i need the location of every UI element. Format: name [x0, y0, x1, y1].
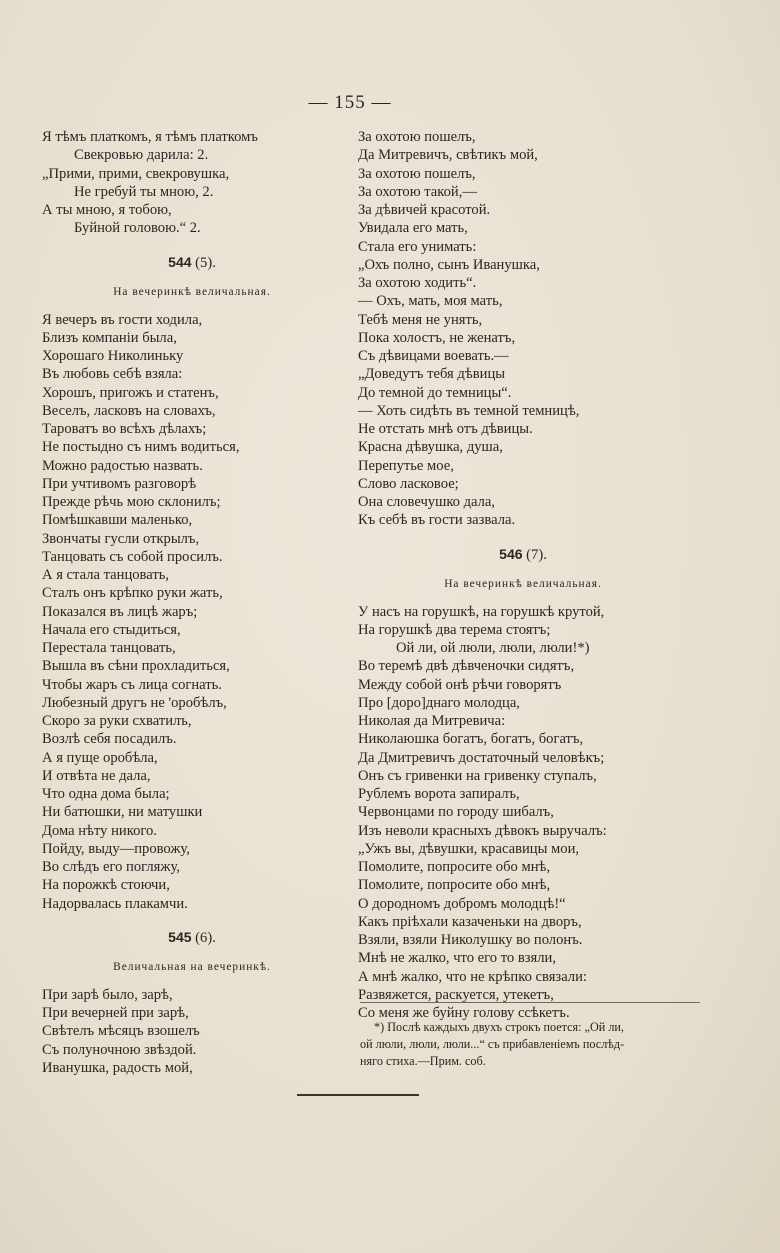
verse-line: Николаюшка богатъ, богатъ, богатъ,	[358, 731, 584, 748]
verse-line: А я стала танцовать,	[42, 567, 170, 583]
song-subtitle: На вечеринкѣ величальная.	[444, 577, 602, 590]
song-number: 544	[168, 253, 192, 270]
verse-line: За охотою ходить“.	[358, 275, 477, 291]
footnote-line: ой люли, люли, люли...“ съ прибавленіемъ послѣд-	[360, 1037, 625, 1051]
verse-line: Червонцами по городу шибалъ,	[358, 804, 554, 821]
verse-line: Хорошъ, пригожъ и статенъ,	[42, 384, 219, 401]
song-number-suffix: (5).	[195, 254, 216, 271]
verse-line: Ни батюшки, ни матушки	[42, 804, 203, 821]
verse-line: Показался въ лицѣ жаръ;	[42, 603, 198, 620]
song-subtitle: На вечеринкѣ величальная.	[113, 285, 271, 298]
left-column	[42, 128, 342, 1077]
verse-line: Буйной головою.“ 2.	[74, 220, 201, 237]
verse-line: Во теремѣ двѣ дѣвченочки сидятъ,	[358, 658, 575, 675]
verse-line: Между собой онѣ рѣчи говорятъ	[358, 676, 562, 693]
verse-line: Красна дѣвушка, душа,	[358, 439, 503, 456]
page-number: — 155 —	[308, 92, 392, 113]
verse-line: За охотою пошелъ,	[358, 165, 476, 182]
verse-line: „Охъ полно, сынъ Иванушка,	[358, 256, 540, 273]
song-number-545	[42, 927, 342, 948]
right-column	[358, 128, 688, 1022]
verse-line: Вышла въ сѣни прохладиться,	[42, 658, 230, 675]
verse-line: До темной до темницы“.	[358, 384, 512, 401]
verse-line: — Хоть сидѣть въ темной темницѣ,	[358, 402, 580, 419]
verse-line: Во слѣдъ его погляжу,	[42, 859, 180, 875]
verse-line: Къ себѣ въ гости зазвала.	[358, 512, 516, 529]
verse-line: Какъ пріѣхали казаченьки на дворъ,	[358, 913, 582, 930]
verse-line: Изъ неволи красныхъ дѣвокъ выручалъ:	[358, 822, 607, 839]
verse-line: Развяжется, раскуется, утекетъ,	[358, 986, 554, 1003]
end-rule-divider	[297, 1094, 419, 1096]
verse-line: Пойду, выду—провожу,	[42, 840, 190, 857]
verse-line: „Прими, прими, свекровушка,	[42, 165, 230, 182]
footnote	[360, 1002, 700, 1070]
verse-line: Да Дмитревичъ достаточный человѣкъ;	[358, 749, 605, 766]
song-number-546	[358, 544, 688, 565]
verse-line: Можно радостью назвать.	[42, 457, 203, 474]
verse-line: Перепутье мое,	[358, 457, 454, 474]
verse-line: Взяли, взяли Николушку во полонъ.	[358, 932, 583, 948]
verse-line: Не постыдно съ нимъ водиться,	[42, 439, 240, 456]
footnote-line: *) Послѣ каждыхъ двухъ строкъ поется: „Ой ли,	[374, 1020, 624, 1034]
verse-line: Перестала танцовать,	[42, 640, 176, 656]
verse-line: Про [доро]днаго молодца,	[358, 694, 520, 711]
verse-line: Хорошаго Николиньку	[42, 348, 184, 364]
verse-line: Съ дѣвицами воевать.—	[358, 348, 509, 364]
verse-line: Дома нѣту никого.	[42, 822, 157, 839]
song-subtitle: Величальная на вечеринкѣ.	[113, 960, 271, 973]
song-number-544	[42, 252, 342, 273]
verse-line: И отвѣта не дала,	[42, 767, 151, 784]
verse-line: Начала его стыдиться,	[42, 621, 181, 638]
verse-line: Ой ли, ой люли, люли, люли!*)	[396, 640, 590, 656]
verse-line: „Ужъ вы, дѣвушки, красавицы мои,	[358, 840, 580, 857]
verse-line: Она словечушко дала,	[358, 494, 496, 510]
intro-stanza	[42, 128, 342, 238]
verse-line: На порожкѣ стоючи,	[42, 877, 170, 894]
verse-line: Онъ съ гривенки на гривенку ступалъ,	[358, 767, 597, 784]
verse-line: — Охъ, мать, моя мать,	[358, 293, 503, 310]
verse-line: Танцовать съ собой просилъ.	[42, 548, 223, 565]
verse-line: Тебѣ меня не унять,	[358, 311, 483, 328]
verse-line: Надорвалась плакамчи.	[42, 895, 188, 912]
verse-line: Не отстать мнѣ отъ дѣвицы.	[358, 421, 533, 437]
verse-line: При зарѣ было, зарѣ,	[42, 986, 173, 1003]
song-545-verses	[42, 986, 342, 1077]
verse-line: За дѣвичей красотой.	[358, 202, 491, 218]
verse-line: Пока холостъ, не женатъ,	[358, 329, 516, 346]
verse-line: За охотою такой,—	[358, 183, 477, 200]
verse-line: Я тѣмъ платкомъ, я тѣмъ платкомъ	[42, 129, 258, 145]
verse-line: При учтивомъ разговорѣ	[42, 475, 197, 492]
verse-line: Рублемъ ворота запиралъ,	[358, 786, 520, 802]
song-number-suffix: (6).	[195, 929, 216, 946]
verse-line: Близъ компаніи была,	[42, 329, 177, 346]
verse-line: На горушкѣ два терема стоятъ;	[358, 621, 551, 638]
song-number-suffix: (7).	[526, 546, 547, 563]
song-number: 546	[499, 545, 523, 562]
verse-line: Звончаты гусли открылъ,	[42, 530, 200, 547]
verse-line: Сталъ онъ крѣпко руки жать,	[42, 585, 223, 602]
verse-line: Что одна дома была;	[42, 786, 170, 802]
verse-line: Не гребуй ты мною, 2.	[74, 183, 214, 200]
verse-line: Со меня же буйну голову ссѣкетъ.	[358, 1005, 570, 1021]
verse-line: Мнѣ не жалко, что его то взяли,	[358, 950, 556, 967]
verse-line: Скоро за руки схватилъ,	[42, 713, 192, 729]
verse-line: За охотою пошелъ,	[358, 129, 476, 145]
verse-line: Да Митревичъ, свѣтикъ мой,	[358, 147, 538, 164]
verse-line: О дородномъ добромъ молодцѣ!“	[358, 895, 566, 912]
verse-line: При вечерней при зарѣ,	[42, 1005, 189, 1021]
verse-line: Помолите, попросите обо мнѣ,	[358, 859, 551, 875]
verse-line: „Доведутъ тебя дѣвицы	[358, 366, 506, 383]
song-545-continuation	[358, 128, 688, 530]
song-544-verses	[42, 311, 342, 913]
song-number: 545	[168, 928, 192, 945]
verse-line: Николая да Митревича:	[358, 713, 506, 729]
footnote-line: няго стиха.—Прим. соб.	[360, 1054, 486, 1068]
verse-line: Веселъ, ласковъ на словахъ,	[42, 402, 216, 419]
verse-line: Любезный другъ не 'оробѣлъ,	[42, 694, 227, 711]
verse-line: Тароватъ во всѣхъ дѣлахъ;	[42, 421, 207, 437]
verse-line: Возлѣ себя посадилъ.	[42, 731, 177, 748]
verse-line: Прежде рѣчь мою склонилъ;	[42, 494, 221, 510]
verse-line: У насъ на горушкѣ, на горушкѣ крутой,	[358, 603, 605, 620]
verse-line: Иванушка, радость мой,	[42, 1059, 193, 1076]
verse-line: Свѣтелъ мѣсяцъ взошелъ	[42, 1023, 200, 1040]
verse-line: Увидала его мать,	[358, 220, 468, 237]
verse-line: Съ полуночною звѣздой.	[42, 1041, 197, 1058]
verse-line: А я пуще оробѣла,	[42, 749, 158, 766]
verse-line: Стала его унимать:	[358, 238, 477, 255]
verse-line: Я вечеръ въ гости ходила,	[42, 311, 203, 328]
verse-line: Въ любовь себѣ взяла:	[42, 366, 183, 383]
verse-line: Чтобы жаръ съ лица согнать.	[42, 676, 222, 693]
verse-line: Помѣшкавши маленько,	[42, 512, 193, 529]
verse-line: А ты мною, я тобою,	[42, 202, 172, 218]
verse-line: Слово ласковое;	[358, 475, 459, 492]
verse-line: Свекровью дарила: 2.	[74, 147, 209, 164]
song-546-verses	[358, 603, 688, 1023]
verse-line: А мнѣ жалко, что не крѣпко связали:	[358, 968, 587, 985]
verse-line: Помолите, попросите обо мнѣ,	[358, 877, 551, 894]
